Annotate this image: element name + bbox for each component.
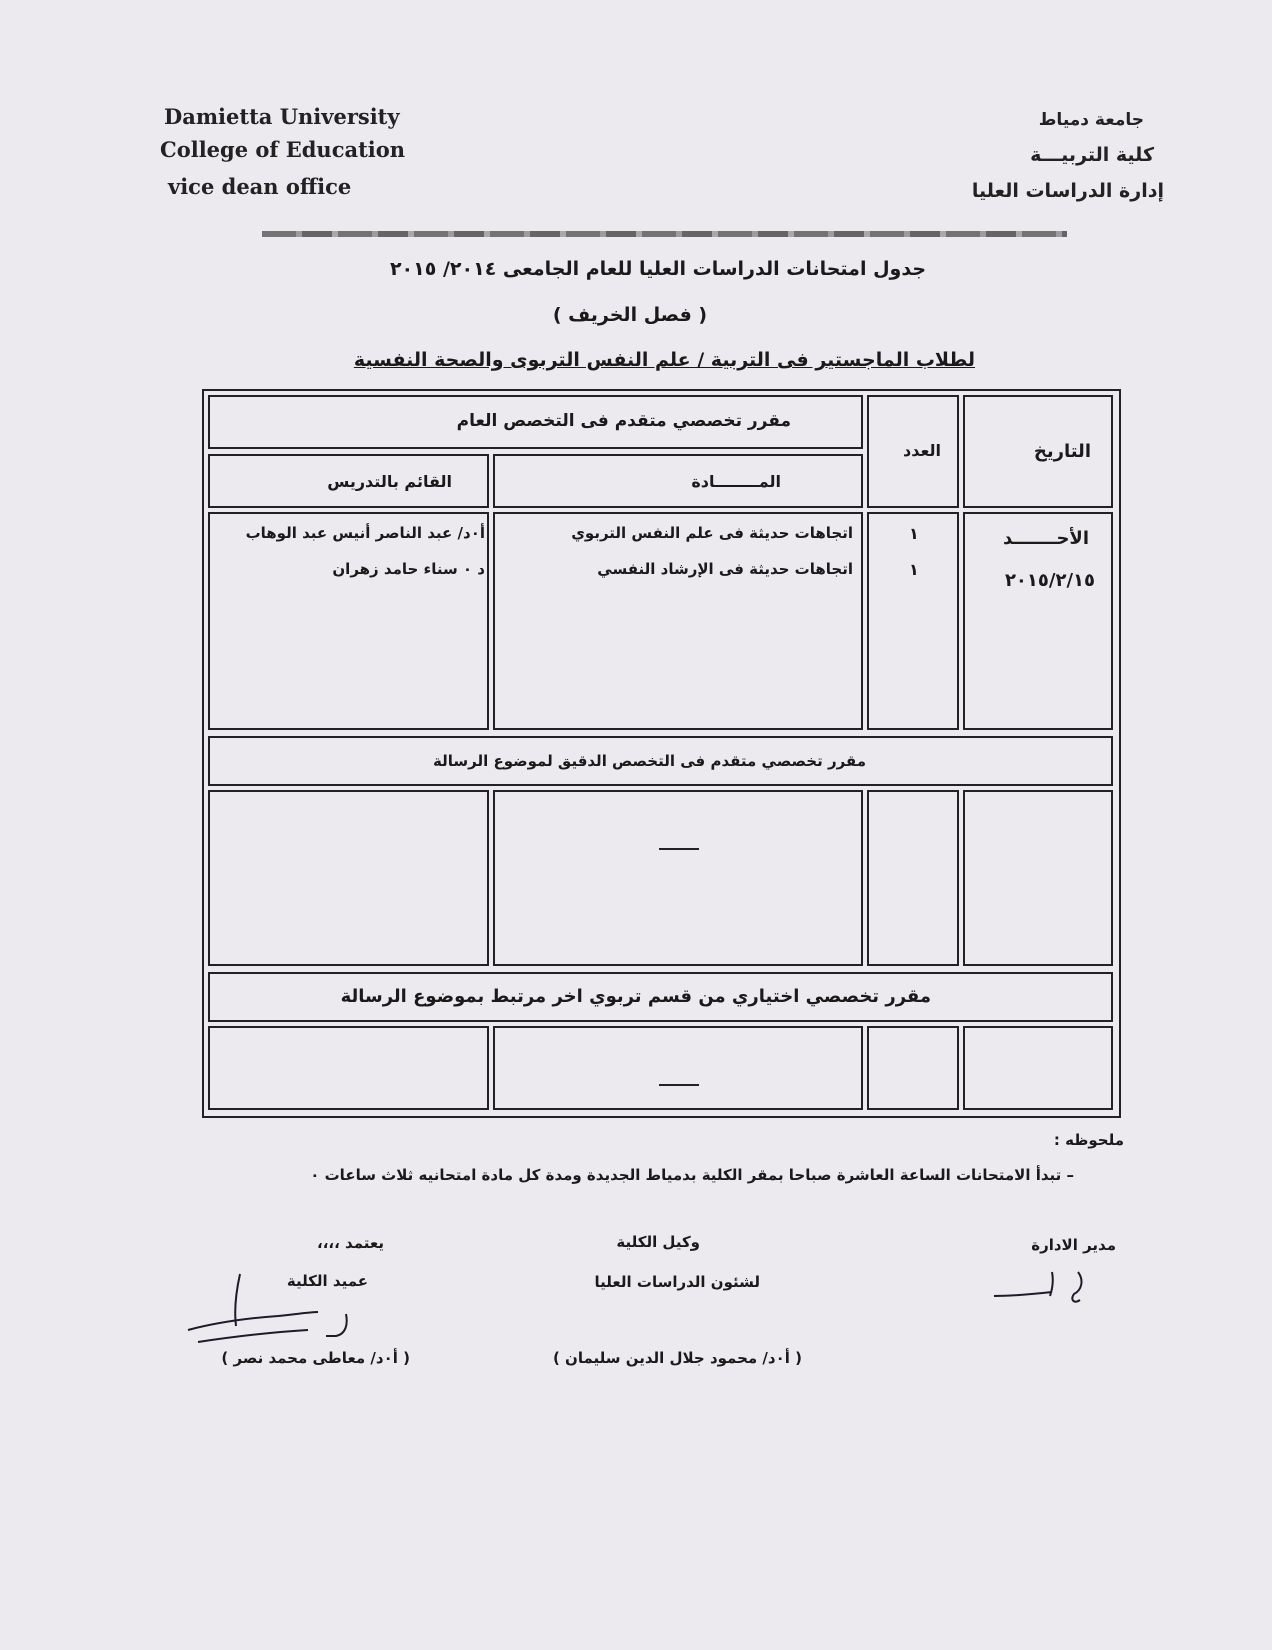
vice-dean-subtitle: لشئون الدراسات العليا (594, 1273, 760, 1291)
section3-title-cell (208, 972, 1113, 1022)
section3-count-cell (867, 1026, 959, 1110)
teacher-column-header: القائم بالتدريس (327, 472, 452, 491)
section3-title: مقرر تخصصي اختياري من قسم تربوي اخر مرتبط بموضوع الرسالة (340, 986, 931, 1007)
program-title: لطلاب الماجستير فى التربية / علم النفس التربوى والصحة النفسية (353, 349, 975, 371)
college-name-en: College of Education (160, 137, 406, 162)
date-header-cell (963, 395, 1113, 508)
row2-teacher: د ٠ سناء حامد زهران (332, 560, 485, 578)
section3-date-cell (963, 1026, 1113, 1110)
exam-day: الأحـــــــد (1002, 528, 1089, 549)
date-column-header: التاريخ (1033, 441, 1091, 462)
empty-dash (659, 848, 699, 850)
row2-count: ١ (909, 560, 919, 579)
university-name-ar: جامعة دمياط (1038, 110, 1144, 130)
section2-title-cell (208, 736, 1113, 786)
vice-dean-name: ( أ٠د/ محمود جلال الدين سليمان ) (552, 1349, 802, 1367)
subject-body-cell (493, 512, 863, 730)
subject-column-header: المــــــــادة (691, 472, 781, 491)
office-name-en: vice dean office (168, 174, 352, 199)
teacher-body-cell (208, 512, 489, 730)
count-column-header: العدد (903, 441, 941, 460)
section2-date-cell (963, 790, 1113, 966)
empty-dash (659, 1084, 699, 1086)
semester-title: ( فصل الخريف ) (552, 304, 708, 326)
notes-label: ملحوظه : (1053, 1131, 1124, 1149)
section2-teacher-cell (208, 790, 489, 966)
section1-title-cell (208, 395, 863, 449)
subject-header-cell (493, 454, 863, 508)
row2-subject: اتجاهات حديثة فى الإرشاد النفسي (597, 560, 853, 578)
section2-subject-cell (493, 790, 863, 966)
row1-subject: اتجاهات حديثة فى علم النفس التربوي (571, 524, 853, 542)
teacher-header-cell (208, 454, 489, 508)
section2-count-cell (867, 790, 959, 966)
dean-name: ( أ٠د/ معاطى محمد نصر ) (221, 1349, 410, 1367)
dean-signature (178, 1270, 378, 1350)
admin-signature (990, 1260, 1100, 1310)
section2-title: مقرر تخصصي متقدم فى التخصص الدقيق لموضوع الرسالة (433, 752, 866, 770)
header-divider (262, 231, 1067, 237)
section3-teacher-cell (208, 1026, 489, 1110)
row1-teacher: أ٠د/ عبد الناصر أنيس عبد الوهاب (245, 524, 485, 542)
exam-date: ٢٠١٥/٢/١٥ (1004, 570, 1095, 591)
row1-count: ١ (909, 524, 919, 543)
section1-title: مقرر تخصصي متقدم فى التخصص العام (456, 411, 791, 431)
dean-title: عميد الكلية (286, 1272, 368, 1290)
notes-text: – تبدأ الامتحانات الساعة العاشرة صباحا بمقر الكلية بدمياط الجديدة ومدة كل مادة امتحانيه ثلاث ساعات ٠ (310, 1166, 1074, 1184)
section3-subject-cell (493, 1026, 863, 1110)
office-name-ar: إدارة الدراسات العليا (971, 180, 1164, 202)
count-header-cell (867, 395, 959, 508)
approval-text: يعتمد ،،،، (317, 1234, 384, 1252)
university-name-en: Damietta University (164, 104, 400, 129)
date-body-cell (963, 512, 1113, 730)
vice-dean-title: وكيل الكلية (616, 1233, 700, 1251)
college-name-ar: كلية التربيـــة (1030, 144, 1154, 166)
admin-manager-title: مدير الادارة (1031, 1236, 1116, 1254)
schedule-title: جدول امتحانات الدراسات العليا للعام الجامعى ٢٠١٤/ ٢٠١٥ (389, 258, 927, 280)
count-body-cell (867, 512, 959, 730)
